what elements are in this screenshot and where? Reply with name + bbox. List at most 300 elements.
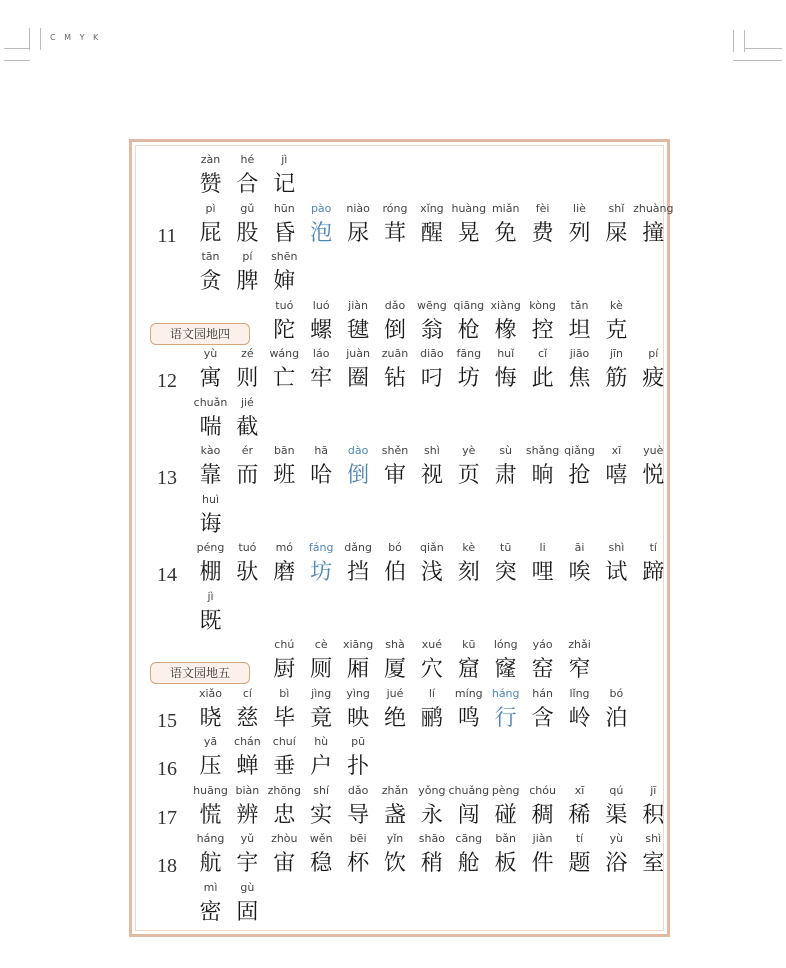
pinyin-label: xué: [421, 638, 443, 651]
hanzi-character: 悔: [494, 366, 517, 391]
crop-mark-left-v: [29, 28, 30, 50]
hanzi-character: 窄: [568, 657, 591, 682]
pinyin-label: pào: [310, 201, 332, 215]
hanzi-character: 宇: [236, 851, 259, 876]
pinyin-label: zé: [241, 347, 254, 360]
hanzi-character: 含: [531, 705, 554, 731]
pinyin-label: xiàng: [490, 298, 521, 312]
pinyin-label: cǐ: [538, 347, 548, 360]
hanzi-character: 钻: [383, 366, 406, 391]
pinyin-label: ér: [241, 444, 254, 457]
hanzi-character: 挡: [347, 560, 370, 585]
pinyin-label: wáng: [269, 347, 300, 360]
character-entry: [635, 541, 672, 589]
pinyin-label: yǐn: [386, 832, 404, 845]
pinyin-label: qiāng: [453, 298, 485, 312]
hanzi-character: 班: [273, 463, 296, 488]
pinyin-label: hán: [532, 686, 553, 700]
pinyin-label: tuó: [238, 541, 257, 554]
character-entry: [266, 250, 303, 298]
pinyin-label: miǎn: [491, 201, 520, 215]
hanzi-character: 哩: [531, 560, 554, 585]
pinyin-label: gù: [240, 880, 255, 894]
hanzi-character: 醒: [420, 220, 443, 246]
hanzi-character: 倒: [347, 463, 370, 488]
pinyin-label: qiǎn: [420, 541, 444, 554]
pinyin-label: jīn: [609, 347, 623, 360]
hanzi-character: 积: [642, 802, 665, 828]
pinyin-label: kè: [610, 298, 623, 312]
hanzi-character: 竟: [310, 705, 333, 731]
hanzi-character: 赞: [199, 172, 222, 197]
pinyin-label: bó: [388, 541, 402, 554]
pinyin-label: yìng: [346, 686, 370, 700]
pinyin-label: shēn: [271, 250, 298, 263]
pinyin-label: wēng: [417, 298, 447, 312]
hanzi-character: 克: [605, 317, 628, 343]
pinyin-label: zhōng: [267, 783, 302, 797]
hanzi-character: 晓: [199, 705, 222, 731]
hanzi-character: 浅: [420, 560, 443, 585]
hanzi-character: 稠: [531, 802, 554, 828]
pinyin-label: pū: [351, 735, 366, 748]
pinyin-label: cè: [314, 638, 328, 651]
pinyin-label: jì: [281, 153, 288, 166]
pinyin-label: jiàn: [532, 832, 553, 845]
hanzi-character: 坦: [568, 317, 591, 343]
character-entry: [635, 784, 672, 832]
hanzi-character: 碰: [494, 802, 517, 828]
pinyin-label: li: [539, 541, 546, 554]
hanzi-character: 合: [236, 172, 259, 197]
pinyin-label: kè: [462, 541, 476, 554]
hanzi-character: 控: [531, 317, 554, 343]
character-entry: [229, 396, 266, 444]
character-entry: [229, 881, 266, 929]
pinyin-label: qú: [609, 783, 624, 797]
pinyin-label: chú: [274, 638, 295, 651]
hanzi-character: 牢: [310, 366, 333, 391]
hanzi-character: 毕: [273, 705, 296, 731]
word-row: [132, 347, 667, 395]
crop-mark-right-h: [744, 48, 782, 49]
pinyin-label: zhuàng: [633, 201, 674, 215]
hanzi-character: 行: [494, 705, 517, 731]
hanzi-character: 慈: [236, 705, 259, 731]
hanzi-character: 慌: [199, 802, 222, 828]
pinyin-label: qiǎng: [564, 444, 595, 457]
pinyin-label: shì: [424, 444, 440, 457]
hanzi-character: 筋: [605, 366, 628, 391]
pinyin-label: shǎng: [525, 444, 560, 457]
hanzi-character: 舱: [457, 851, 480, 876]
pinyin-label: xiāng: [342, 638, 374, 651]
pinyin-label: láo: [312, 347, 330, 360]
pinyin-label: mì: [203, 880, 218, 894]
pinyin-label: tuó: [275, 298, 294, 312]
pinyin-label: chuǎng: [448, 783, 490, 797]
hanzi-character: 寓: [199, 366, 222, 391]
lesson-number: 14: [157, 564, 177, 586]
hanzi-character: 窟: [457, 657, 480, 682]
pinyin-label: pì: [205, 201, 216, 215]
character-entry: [340, 735, 377, 783]
word-row: [132, 153, 667, 201]
pinyin-label: diāo: [420, 347, 444, 360]
pinyin-label: zhǎn: [381, 783, 409, 797]
hanzi-character: 伯: [383, 560, 406, 585]
hanzi-character: 鹂: [420, 705, 443, 731]
hanzi-character: 鸣: [457, 705, 480, 731]
pinyin-label: pèng: [491, 783, 520, 797]
pinyin-label: luó: [312, 298, 330, 312]
hanzi-character: 免: [494, 220, 517, 246]
pinyin-label: yè: [462, 444, 476, 457]
hanzi-character: 圈: [347, 366, 370, 391]
hanzi-character: 磨: [273, 560, 296, 585]
pinyin-label: bó: [609, 686, 624, 700]
pinyin-label: jìng: [311, 686, 332, 700]
hanzi-character: 宙: [273, 851, 296, 876]
color-marks: C M Y K: [50, 33, 102, 42]
lesson-number: 13: [157, 467, 177, 489]
hanzi-character: 此: [531, 366, 554, 391]
pinyin-label: āi: [574, 541, 585, 554]
pinyin-label: tān: [201, 250, 220, 263]
hanzi-character: 棚: [199, 560, 222, 585]
hanzi-character: 屁: [199, 220, 222, 246]
pinyin-label: shěn: [381, 444, 409, 457]
hanzi-character: 突: [494, 560, 517, 585]
hanzi-character: 泡: [310, 220, 333, 246]
pinyin-label: huǐ: [497, 347, 515, 360]
hanzi-character: 翁: [420, 317, 443, 343]
pinyin-label: míng: [454, 686, 483, 700]
hanzi-character: 疲: [642, 366, 665, 391]
pinyin-label: yǒng: [418, 783, 446, 797]
hanzi-character: 审: [383, 463, 406, 488]
pinyin-label: háng: [196, 832, 225, 845]
hanzi-character: 屎: [605, 220, 628, 246]
character-entry: [635, 202, 672, 250]
hanzi-character: 坊: [457, 366, 480, 391]
pinyin-label: bēi: [349, 832, 367, 845]
pinyin-label: hù: [314, 735, 329, 748]
hanzi-character: 晃: [457, 220, 480, 246]
pinyin-label: fāng: [456, 347, 482, 360]
pinyin-label: juàn: [346, 347, 370, 360]
hanzi-character: 映: [347, 705, 370, 731]
hanzi-character: 晌: [531, 463, 554, 488]
pinyin-label: chán: [234, 735, 261, 748]
character-entry: [561, 638, 598, 686]
word-row: [132, 832, 667, 880]
pinyin-label: mó: [275, 541, 294, 554]
pinyin-label: jī: [650, 783, 657, 797]
hanzi-character: 亡: [273, 366, 296, 391]
hanzi-character: 记: [273, 172, 296, 197]
hanzi-character: 哈: [310, 463, 333, 488]
pinyin-label: lóng: [493, 638, 518, 651]
hanzi-character: 厨: [273, 657, 296, 682]
pinyin-label: xiǎo: [198, 686, 223, 700]
pinyin-label: róng: [382, 201, 408, 215]
pinyin-label: hé: [240, 153, 255, 166]
hanzi-character: 厕: [310, 657, 333, 682]
hanzi-character: 刻: [457, 560, 480, 585]
hanzi-character: 航: [199, 851, 222, 876]
hanzi-character: 驮: [236, 560, 259, 585]
hanzi-character: 诲: [199, 511, 222, 537]
hanzi-character: 稳: [310, 851, 333, 876]
pinyin-label: pí: [242, 250, 253, 263]
section-label: 语文园地四: [150, 323, 250, 345]
pinyin-label: háng: [491, 686, 520, 700]
hanzi-character: 叼: [420, 366, 443, 391]
hanzi-character: 撞: [642, 220, 665, 246]
hanzi-character: 垂: [273, 754, 296, 779]
hanzi-character: 窑: [531, 657, 554, 682]
pinyin-label: zhòu: [271, 832, 298, 845]
pinyin-label: liè: [573, 201, 586, 215]
hanzi-character: 盏: [383, 802, 406, 828]
lesson-number: 15: [157, 709, 177, 732]
hanzi-character: 岭: [568, 705, 591, 731]
hanzi-character: 蹄: [642, 560, 665, 585]
hanzi-character: 饮: [383, 851, 406, 876]
pinyin-label: chuǎn: [193, 395, 228, 409]
hanzi-character: 陀: [273, 317, 296, 343]
hanzi-character: 渠: [605, 802, 628, 828]
hanzi-character: 既: [199, 608, 222, 634]
pinyin-label: fèi: [535, 201, 550, 215]
word-row: [132, 735, 667, 783]
hanzi-character: 焦: [568, 366, 591, 391]
pinyin-label: cí: [242, 686, 252, 700]
crop-mark-left-h2: [4, 60, 30, 61]
pinyin-label: bān: [273, 444, 295, 457]
hanzi-character: 件: [531, 851, 554, 876]
lesson-number: 12: [157, 370, 177, 392]
pinyin-label: sù: [499, 444, 513, 457]
hanzi-character: 穴: [420, 657, 443, 682]
pinyin-label: jiàn: [348, 298, 368, 312]
character-entry: [635, 444, 672, 492]
hanzi-character: 脾: [236, 269, 259, 294]
word-row: [132, 250, 667, 298]
pinyin-label: shí: [313, 783, 330, 797]
pinyin-label: tǎn: [570, 298, 589, 312]
word-row: [132, 201, 674, 250]
pinyin-label: dǎng: [344, 541, 372, 554]
lesson-number: 18: [157, 855, 177, 877]
pinyin-label: tí: [575, 832, 584, 845]
pinyin-label: shì: [645, 832, 662, 845]
pinyin-label: péng: [196, 541, 225, 554]
pinyin-label: xǐng: [420, 201, 444, 215]
crop-mark-right-v: [733, 30, 734, 52]
hanzi-character: 厢: [347, 657, 370, 682]
hanzi-character: 浴: [605, 851, 628, 876]
pinyin-label: tū: [500, 541, 512, 554]
hanzi-character: 压: [199, 754, 222, 779]
hanzi-character: 固: [236, 899, 259, 925]
pinyin-label: jiāo: [569, 347, 590, 360]
hanzi-character: 倒: [383, 317, 406, 343]
pinyin-label: cāng: [455, 832, 483, 845]
pinyin-label: yuè: [643, 444, 664, 457]
hanzi-character: 杯: [347, 851, 370, 876]
hanzi-character: 悦: [642, 463, 665, 488]
pinyin-label: hā: [314, 444, 329, 457]
word-row: [132, 396, 667, 444]
character-entry: [598, 687, 635, 735]
pinyin-label: gǔ: [240, 201, 255, 215]
hanzi-character: 稀: [568, 802, 591, 828]
pinyin-label: zuān: [381, 347, 409, 360]
character-entry: [192, 590, 229, 638]
pinyin-label: niào: [346, 201, 370, 215]
pinyin-label: shāo: [418, 832, 445, 845]
hanzi-character: 板: [494, 851, 517, 876]
pinyin-label: chuí: [272, 735, 296, 748]
hanzi-character: 视: [420, 463, 443, 488]
lesson-number: 17: [157, 806, 177, 829]
hanzi-character: 导: [347, 802, 370, 828]
pinyin-label: zàn: [200, 153, 221, 166]
word-table-page: [129, 139, 674, 937]
hanzi-character: 靠: [199, 463, 222, 488]
pinyin-label: bǎn: [495, 832, 517, 845]
crop-mark-left-v2: [40, 28, 41, 50]
pinyin-label: chóu: [529, 783, 556, 797]
word-row: [132, 299, 667, 347]
hanzi-character: 喘: [199, 414, 222, 440]
hanzi-character: 列: [568, 220, 591, 246]
hanzi-character: 尿: [347, 220, 370, 246]
hanzi-character: 忠: [273, 802, 296, 828]
pinyin-label: jì: [207, 589, 214, 603]
hanzi-character: 泊: [605, 705, 628, 731]
word-row: [132, 784, 667, 832]
hanzi-character: 辨: [236, 802, 259, 828]
pinyin-label: zhǎi: [568, 638, 591, 651]
pinyin-label: shà: [385, 638, 405, 651]
hanzi-character: 绝: [383, 705, 406, 731]
hanzi-character: 昏: [273, 220, 296, 246]
hanzi-character: 毽: [347, 317, 370, 343]
word-row: [132, 881, 667, 929]
pinyin-label: huì: [202, 492, 219, 506]
word-row: [132, 493, 667, 541]
hanzi-character: 嘻: [605, 463, 628, 488]
pinyin-label: kào: [200, 444, 221, 457]
hanzi-character: 户: [310, 754, 333, 779]
section-label: 语文园地五: [150, 662, 250, 684]
pinyin-label: biàn: [235, 783, 260, 797]
hanzi-character: 费: [531, 220, 554, 246]
character-entry: [266, 153, 303, 201]
pinyin-label: dǎo: [384, 298, 406, 312]
pinyin-label: huāng: [193, 783, 228, 797]
pinyin-label: lí: [428, 686, 435, 700]
word-row: [132, 638, 667, 686]
hanzi-character: 唉: [568, 560, 591, 585]
pinyin-label: jué: [386, 686, 404, 700]
hanzi-character: 枪: [457, 317, 480, 343]
word-row: [132, 590, 667, 638]
pinyin-label: bì: [279, 686, 290, 700]
hanzi-character: 题: [568, 851, 591, 876]
hanzi-character: 页: [457, 463, 480, 488]
pinyin-label: tí: [649, 541, 657, 554]
hanzi-character: 永: [420, 802, 443, 828]
hanzi-character: 则: [236, 366, 259, 391]
pinyin-label: dǎo: [347, 783, 369, 797]
word-row: [132, 444, 667, 492]
hanzi-character: 密: [199, 899, 222, 925]
pinyin-label: shǐ: [608, 201, 625, 215]
character-entry: [598, 299, 635, 347]
pinyin-label: huàng: [451, 201, 487, 215]
pinyin-label: kū: [462, 638, 476, 651]
pinyin-label: fáng: [308, 541, 334, 554]
crop-mark-left-h: [4, 48, 30, 49]
pinyin-label: yǔ: [240, 832, 255, 845]
hanzi-character: 实: [310, 802, 333, 828]
character-entry: [192, 493, 229, 541]
hanzi-character: 蝉: [236, 754, 259, 779]
hanzi-character: 螺: [310, 317, 333, 343]
word-row: [132, 687, 667, 735]
pinyin-label: jié: [240, 395, 254, 409]
pinyin-label: shì: [608, 541, 625, 554]
hanzi-character: 截: [236, 414, 259, 440]
hanzi-character: 茸: [383, 220, 406, 246]
hanzi-character: 股: [236, 220, 259, 246]
hanzi-character: 抢: [568, 463, 591, 488]
pinyin-label: yù: [203, 347, 218, 360]
hanzi-character: 稍: [420, 851, 443, 876]
crop-mark-right-h2: [733, 60, 782, 61]
pinyin-label: xī: [611, 444, 622, 457]
pinyin-label: xī: [574, 783, 585, 797]
pinyin-label: hūn: [273, 201, 295, 215]
hanzi-character: 窿: [494, 657, 517, 682]
pinyin-label: yā: [203, 735, 218, 748]
lesson-number: 16: [157, 758, 177, 780]
hanzi-character: 橡: [494, 317, 517, 343]
character-entry: [635, 832, 672, 880]
hanzi-character: 厦: [383, 657, 406, 682]
pinyin-label: wěn: [309, 832, 333, 845]
lesson-number: 11: [157, 224, 177, 247]
pinyin-label: yù: [609, 832, 624, 845]
pinyin-label: pí: [648, 347, 659, 360]
hanzi-character: 而: [236, 463, 259, 488]
hanzi-character: 贪: [199, 269, 222, 294]
pinyin-label: lǐng: [569, 686, 590, 700]
hanzi-character: 坊: [310, 560, 333, 585]
hanzi-character: 闯: [457, 802, 480, 828]
hanzi-character: 婶: [273, 269, 296, 294]
hanzi-character: 试: [605, 560, 628, 585]
hanzi-character: 肃: [494, 463, 517, 488]
pinyin-label: kòng: [529, 298, 556, 312]
pinyin-label: dào: [347, 444, 369, 457]
word-row: [132, 541, 667, 589]
hanzi-character: 室: [642, 851, 665, 876]
